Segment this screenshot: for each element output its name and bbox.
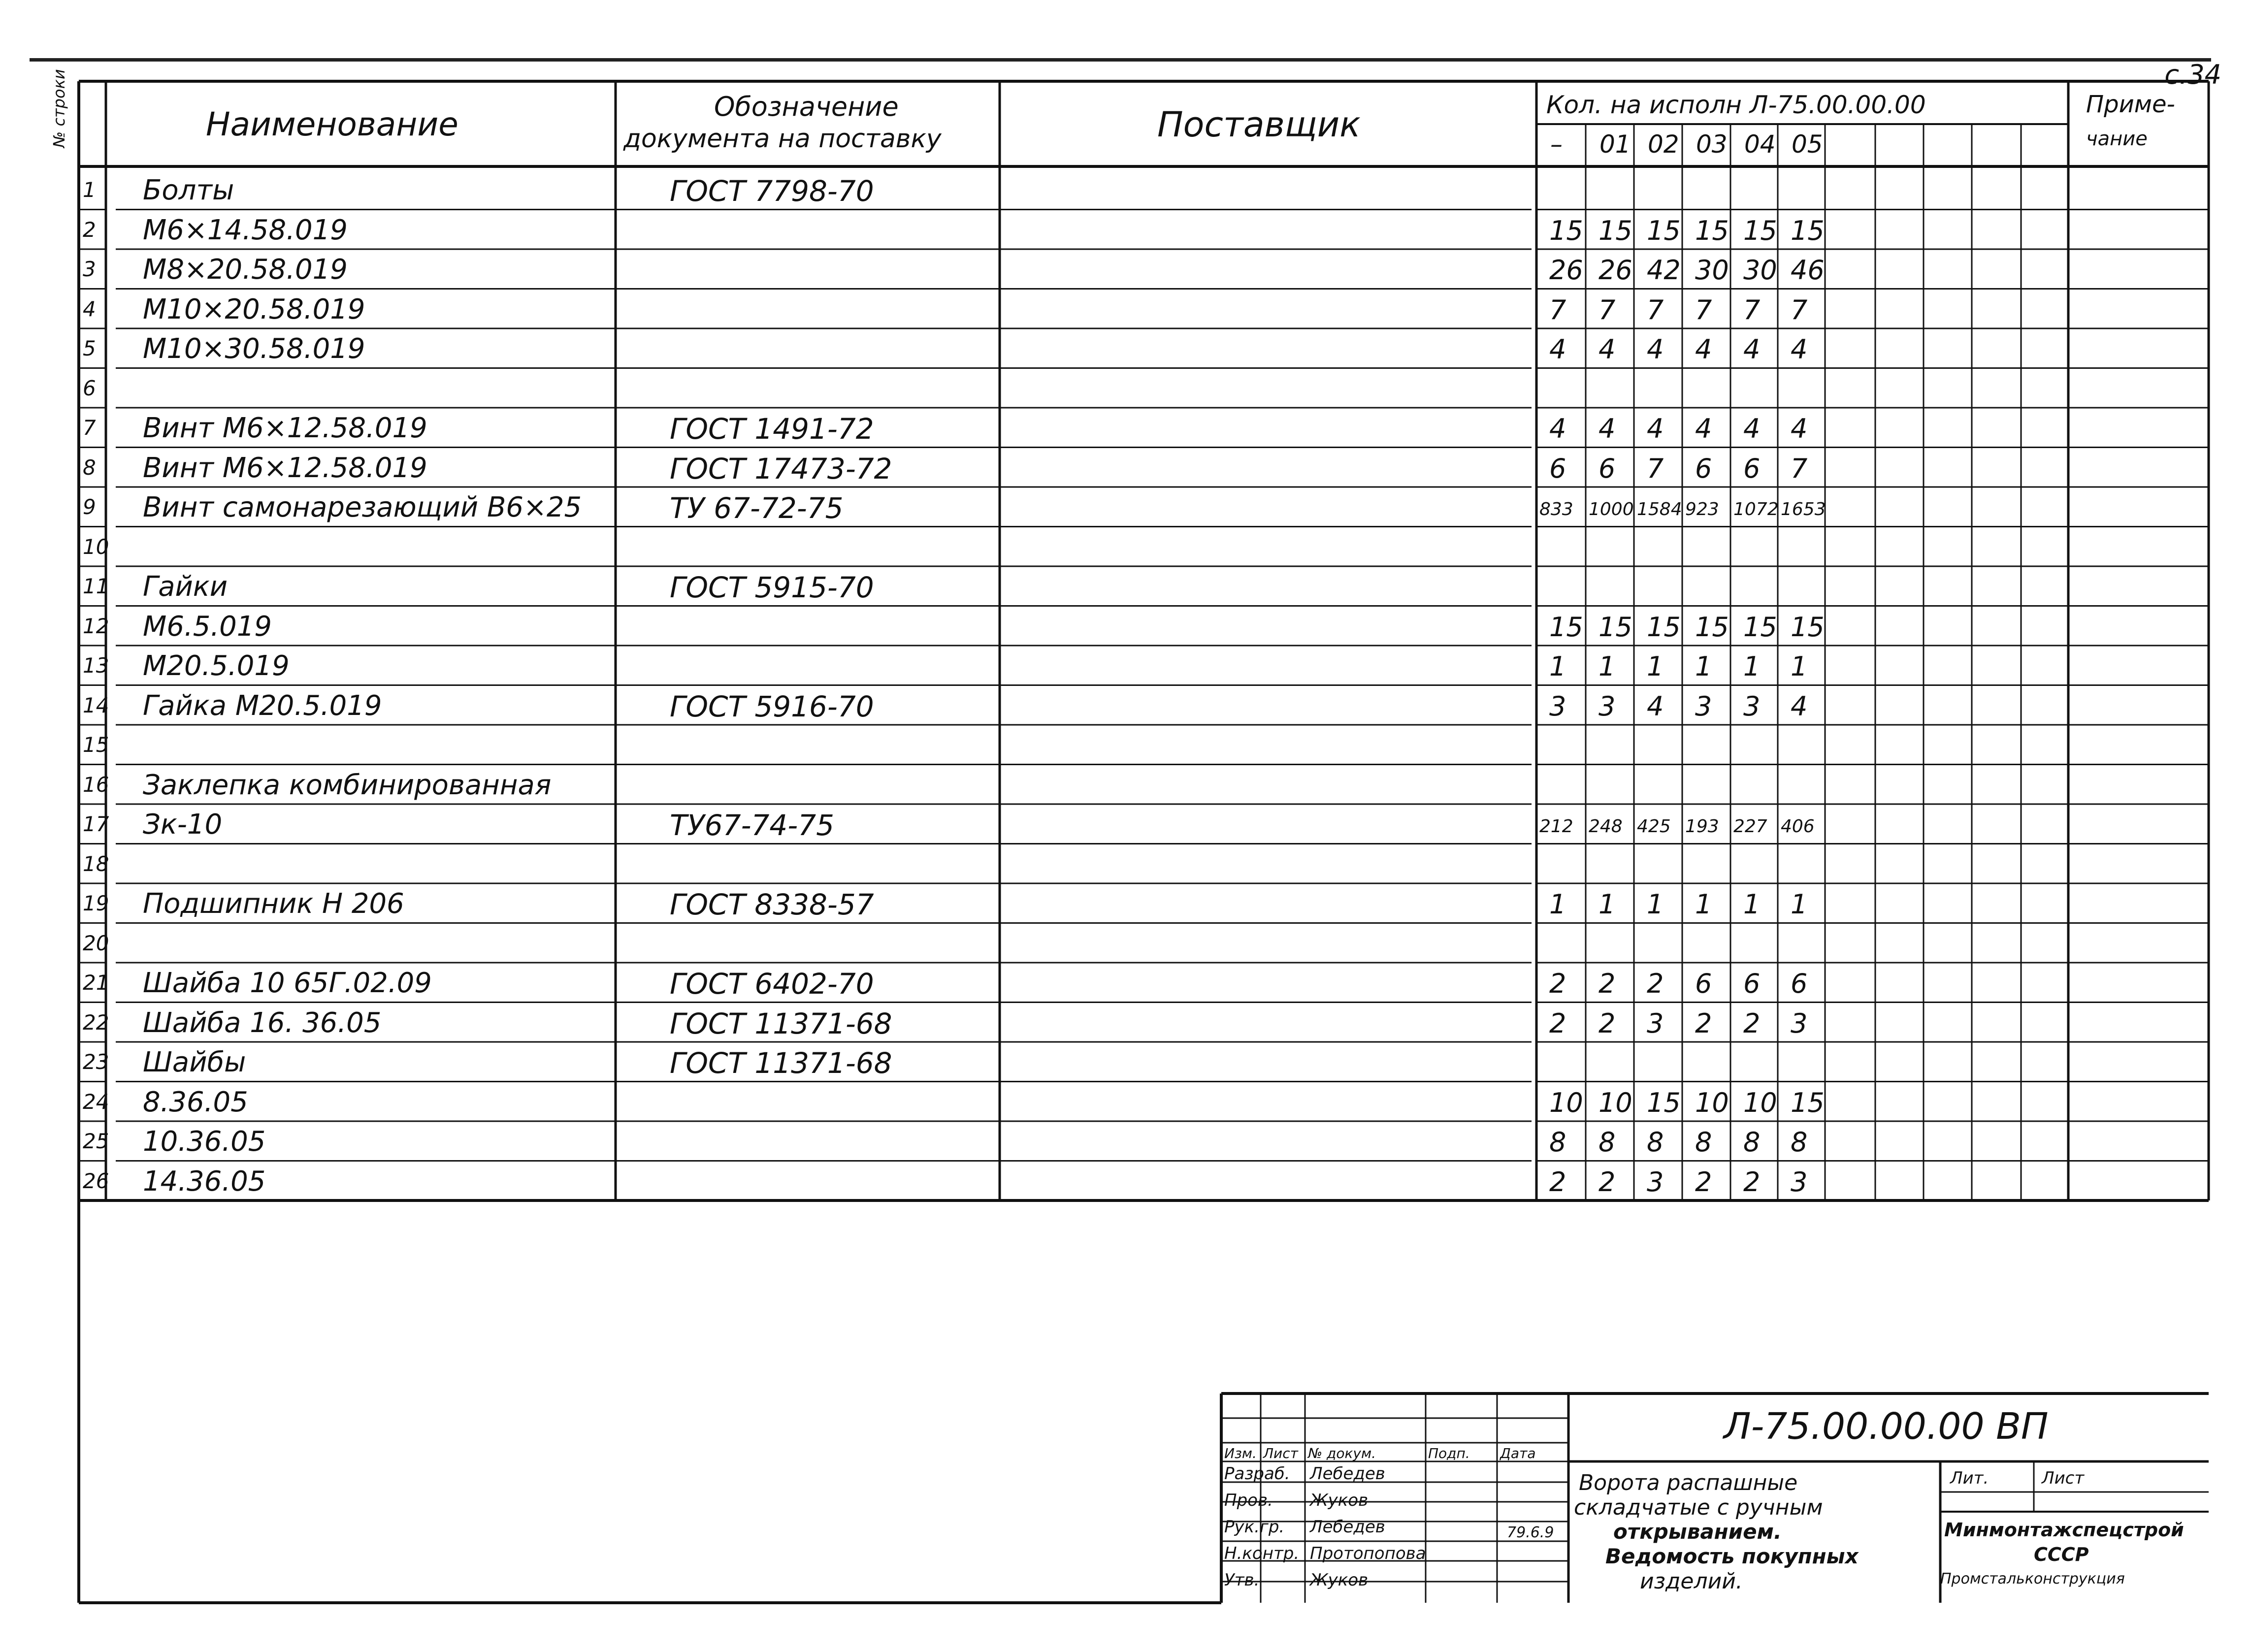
row-number: 18 [83, 851, 109, 876]
qty-cell-2: 4 [1647, 690, 1664, 722]
qty-cell-2: 1 [1647, 651, 1664, 682]
qty-cell-5: 46 [1791, 255, 1825, 286]
item-name: М10×20.58.019 [143, 293, 365, 325]
row-number: 7 [83, 416, 96, 440]
qty-cell-5: 7 [1791, 294, 1808, 325]
row-number: 4 [83, 296, 96, 321]
item-document: ГОСТ 11371-68 [670, 1006, 892, 1040]
qty-cell-1: 7 [1599, 294, 1616, 325]
qty-cell-1: 15 [1599, 215, 1632, 246]
qty-cell-1: 1000 [1589, 499, 1634, 519]
qty-cell-0: 212 [1539, 816, 1573, 837]
row-number: 6 [83, 376, 96, 400]
qty-cell-4: 2 [1743, 1166, 1761, 1198]
tb-staff-role: Разраб. [1224, 1464, 1290, 1484]
qty-header-3: 03 [1696, 130, 1728, 159]
qty-cell-0: 10 [1549, 1087, 1583, 1118]
qty-cell-2: 15 [1647, 1087, 1681, 1118]
qty-cell-4: 1 [1743, 651, 1761, 682]
qty-cell-3: 6 [1695, 453, 1712, 484]
qty-cell-4: 2 [1743, 1007, 1761, 1039]
page-number: с.34 [2164, 59, 2221, 90]
title-line: складчатые с ручным [1574, 1495, 1823, 1520]
qty-cell-0: 2 [1549, 1166, 1566, 1198]
item-name: Винт самонарезающий В6×25 [143, 491, 582, 523]
qty-cell-3: 923 [1685, 499, 1719, 519]
qty-cell-4: 4 [1743, 334, 1761, 365]
qty-cell-0: 15 [1549, 611, 1583, 643]
qty-cell-2: 15 [1647, 611, 1681, 643]
item-document: ГОСТ 17473-72 [670, 452, 892, 486]
header-name: Наименование [206, 105, 458, 143]
qty-cell-2: 3 [1647, 1007, 1664, 1039]
item-name: 14.36.05 [143, 1165, 266, 1198]
qty-cell-1: 15 [1599, 611, 1632, 643]
row-number: 10 [83, 534, 109, 559]
qty-cell-1: 2 [1599, 1007, 1616, 1039]
qty-header-5: 05 [1792, 130, 1823, 159]
qty-cell-3: 30 [1695, 255, 1729, 286]
header-note-line1: Приме- [2086, 91, 2175, 118]
row-number: 2 [83, 217, 96, 242]
qty-cell-2: 7 [1647, 294, 1664, 325]
row-number: 21 [83, 971, 109, 995]
qty-cell-5: 15 [1791, 215, 1825, 246]
qty-cell-3: 1 [1695, 651, 1712, 682]
item-document: ТУ67-74-75 [670, 809, 835, 842]
tb-staff-name: Протопопова [1310, 1544, 1426, 1563]
qty-cell-5: 4 [1791, 334, 1808, 365]
qty-cell-1: 4 [1599, 334, 1616, 365]
qty-cell-3: 4 [1695, 334, 1712, 365]
row-number: 5 [83, 336, 96, 360]
tb-header-cell: Подп. [1428, 1445, 1470, 1461]
qty-header-0: – [1550, 130, 1563, 159]
tb-staff-name: Жуков [1310, 1570, 1369, 1590]
tb-header-cell: № докум. [1308, 1445, 1376, 1461]
item-name: Гайка М20.5.019 [143, 689, 382, 722]
item-document: ГОСТ 5916-70 [670, 689, 874, 723]
row-number: 24 [83, 1089, 109, 1114]
qty-cell-3: 3 [1695, 690, 1712, 722]
qty-header-4: 04 [1744, 130, 1776, 159]
row-number: 17 [83, 812, 109, 836]
qty-cell-5: 1 [1791, 889, 1808, 920]
qty-cell-4: 6 [1743, 968, 1761, 999]
row-number: 15 [83, 733, 109, 757]
item-document: ГОСТ 11371-68 [670, 1046, 892, 1080]
tb-staff-name: Лебедев [1310, 1464, 1385, 1484]
qty-cell-2: 4 [1647, 334, 1664, 365]
item-document: ГОСТ 7798-70 [670, 174, 874, 208]
qty-cell-2: 1584 [1637, 499, 1682, 519]
qty-cell-4: 15 [1743, 215, 1777, 246]
org-line3: Промстальконструкция [1940, 1570, 2125, 1587]
qty-cell-4: 6 [1743, 453, 1761, 484]
qty-cell-0: 2 [1549, 1007, 1566, 1039]
item-name: Подшипник Н 206 [143, 888, 404, 920]
row-number: 9 [83, 495, 96, 519]
qty-cell-5: 3 [1791, 1007, 1808, 1039]
tb-header-cell: Дата [1500, 1445, 1536, 1461]
qty-cell-0: 4 [1549, 413, 1566, 444]
qty-cell-5: 8 [1791, 1127, 1808, 1158]
designation: Л-75.00.00.00 ВП [1724, 1405, 2049, 1448]
item-name: 10.36.05 [143, 1126, 266, 1158]
tb-staff-role: Утв. [1224, 1570, 1260, 1590]
item-name: М10×30.58.019 [143, 333, 365, 365]
qty-header-1: 01 [1599, 130, 1631, 159]
qty-cell-5: 406 [1781, 816, 1815, 837]
qty-cell-3: 15 [1695, 215, 1729, 246]
qty-cell-4: 30 [1743, 255, 1777, 286]
qty-cell-2: 425 [1637, 816, 1671, 837]
header-qty-title: Кол. на исполн Л-75.00.00.00 [1546, 91, 1926, 119]
qty-cell-4: 1 [1743, 889, 1761, 920]
org-line2: СССР [2034, 1544, 2089, 1565]
qty-cell-0: 15 [1549, 215, 1583, 246]
qty-cell-5: 3 [1791, 1166, 1808, 1198]
tb-staff-role: Н.контр. [1224, 1544, 1300, 1563]
row-number: 22 [83, 1010, 109, 1035]
item-document: ГОСТ 5915-70 [670, 571, 874, 604]
qty-cell-1: 1 [1599, 651, 1616, 682]
item-name: Гайки [143, 571, 228, 603]
qty-cell-5: 7 [1791, 453, 1808, 484]
item-name: М6.5.019 [143, 610, 272, 643]
qty-cell-4: 3 [1743, 690, 1761, 722]
qty-cell-0: 7 [1549, 294, 1566, 325]
row-number: 14 [83, 693, 109, 717]
title-line: Ведомость покупных [1605, 1544, 1859, 1568]
item-name: Болты [143, 174, 234, 206]
qty-cell-3: 10 [1695, 1087, 1729, 1118]
qty-cell-1: 8 [1599, 1127, 1616, 1158]
header-row-no: № строки [50, 69, 68, 148]
qty-cell-5: 15 [1791, 1087, 1825, 1118]
qty-cell-5: 15 [1791, 611, 1825, 643]
item-name: М20.5.019 [143, 650, 290, 682]
header-doc-line2: документа на поставку [623, 124, 942, 154]
item-document: ГОСТ 1491-72 [670, 412, 874, 446]
row-number: 20 [83, 931, 109, 955]
qty-cell-3: 7 [1695, 294, 1712, 325]
qty-cell-3: 193 [1685, 816, 1719, 837]
qty-cell-2: 4 [1647, 413, 1664, 444]
qty-cell-5: 1653 [1781, 499, 1826, 519]
qty-cell-0: 8 [1549, 1127, 1566, 1158]
tb-staff-name: Лебедев [1310, 1517, 1385, 1537]
qty-cell-3: 15 [1695, 611, 1729, 643]
qty-cell-5: 1 [1791, 651, 1808, 682]
row-number: 11 [83, 574, 109, 598]
title-line: Ворота распашные [1579, 1470, 1798, 1495]
row-number: 8 [83, 455, 96, 480]
qty-cell-3: 6 [1695, 968, 1712, 999]
item-name: Винт М6×12.58.019 [143, 412, 427, 444]
item-name: М6×14.58.019 [143, 214, 348, 246]
tb-staff-role: Пров. [1224, 1490, 1273, 1510]
tb-staff-role: Рук.гр. [1224, 1517, 1285, 1537]
header-doc-line1: Обозначение [714, 91, 899, 122]
row-number: 25 [83, 1129, 109, 1153]
row-number: 19 [83, 891, 109, 915]
row-number: 1 [83, 178, 96, 202]
qty-cell-2: 1 [1647, 889, 1664, 920]
tb-staff-name: Жуков [1310, 1490, 1369, 1510]
qty-cell-0: 833 [1539, 499, 1573, 519]
item-name: Шайба 16. 36.05 [143, 1006, 382, 1039]
qty-cell-1: 248 [1589, 816, 1623, 837]
item-name: Винт М6×12.58.019 [143, 452, 427, 484]
qty-cell-0: 26 [1549, 255, 1583, 286]
qty-cell-1: 3 [1599, 690, 1616, 722]
qty-cell-5: 6 [1791, 968, 1808, 999]
row-number: 23 [83, 1050, 109, 1074]
date-short: 79.6.9 [1507, 1524, 1554, 1541]
item-name: Шайбы [143, 1046, 246, 1078]
item-document: ГОСТ 6402-70 [670, 967, 874, 1001]
qty-header-2: 02 [1648, 130, 1679, 159]
qty-cell-2: 8 [1647, 1127, 1664, 1158]
row-number: 3 [83, 257, 96, 281]
qty-cell-1: 6 [1599, 453, 1616, 484]
row-number: 13 [83, 653, 109, 678]
header-supplier: Поставщик [1157, 104, 1361, 145]
lit-label: Лит. [1950, 1468, 1989, 1488]
row-number: 16 [83, 772, 109, 797]
qty-cell-4: 7 [1743, 294, 1761, 325]
qty-cell-1: 2 [1599, 1166, 1616, 1198]
qty-cell-3: 8 [1695, 1127, 1712, 1158]
qty-cell-3: 2 [1695, 1007, 1712, 1039]
qty-cell-1: 2 [1599, 968, 1616, 999]
qty-cell-4: 227 [1733, 816, 1767, 837]
qty-cell-0: 6 [1549, 453, 1566, 484]
qty-cell-2: 7 [1647, 453, 1664, 484]
item-name: 8.36.05 [143, 1086, 248, 1118]
qty-cell-5: 4 [1791, 690, 1808, 722]
qty-cell-3: 4 [1695, 413, 1712, 444]
tb-header-cell: Изм. [1224, 1445, 1257, 1461]
item-document: ТУ 67-72-75 [670, 491, 844, 525]
qty-cell-2: 42 [1647, 255, 1681, 286]
qty-cell-0: 4 [1549, 334, 1566, 365]
table-grid [79, 81, 2209, 1603]
item-name: Зк-10 [143, 809, 223, 841]
tb-header-cell: Лист [1263, 1445, 1298, 1461]
qty-cell-3: 1 [1695, 889, 1712, 920]
qty-cell-0: 3 [1549, 690, 1566, 722]
header-note-line2: чание [2086, 128, 2148, 150]
org-line1: Минмонтажспецстрой [1944, 1519, 2184, 1541]
qty-cell-0: 1 [1549, 651, 1566, 682]
qty-cell-1: 10 [1599, 1087, 1632, 1118]
qty-cell-4: 1072 [1733, 499, 1779, 519]
qty-cell-0: 2 [1549, 968, 1566, 999]
sheet-label: Лист [2042, 1468, 2085, 1488]
qty-cell-1: 26 [1599, 255, 1632, 286]
item-document: ГОСТ 8338-57 [670, 888, 874, 921]
qty-cell-2: 3 [1647, 1166, 1664, 1198]
title-line: открыванием. [1613, 1520, 1782, 1544]
qty-cell-1: 4 [1599, 413, 1616, 444]
row-number: 26 [83, 1168, 109, 1193]
qty-cell-4: 4 [1743, 413, 1761, 444]
qty-cell-0: 1 [1549, 889, 1566, 920]
qty-cell-1: 1 [1599, 889, 1616, 920]
qty-cell-4: 10 [1743, 1087, 1777, 1118]
item-name: Шайба 10 65Г.02.09 [143, 967, 432, 999]
qty-cell-5: 4 [1791, 413, 1808, 444]
row-number: 12 [83, 614, 109, 638]
qty-cell-2: 2 [1647, 968, 1664, 999]
qty-cell-3: 2 [1695, 1166, 1712, 1198]
item-name: М8×20.58.019 [143, 254, 348, 286]
qty-cell-4: 8 [1743, 1127, 1761, 1158]
qty-cell-4: 15 [1743, 611, 1777, 643]
qty-cell-2: 15 [1647, 215, 1681, 246]
title-line: изделий. [1640, 1569, 1743, 1594]
item-name: Заклепка комбинированная [143, 769, 552, 801]
